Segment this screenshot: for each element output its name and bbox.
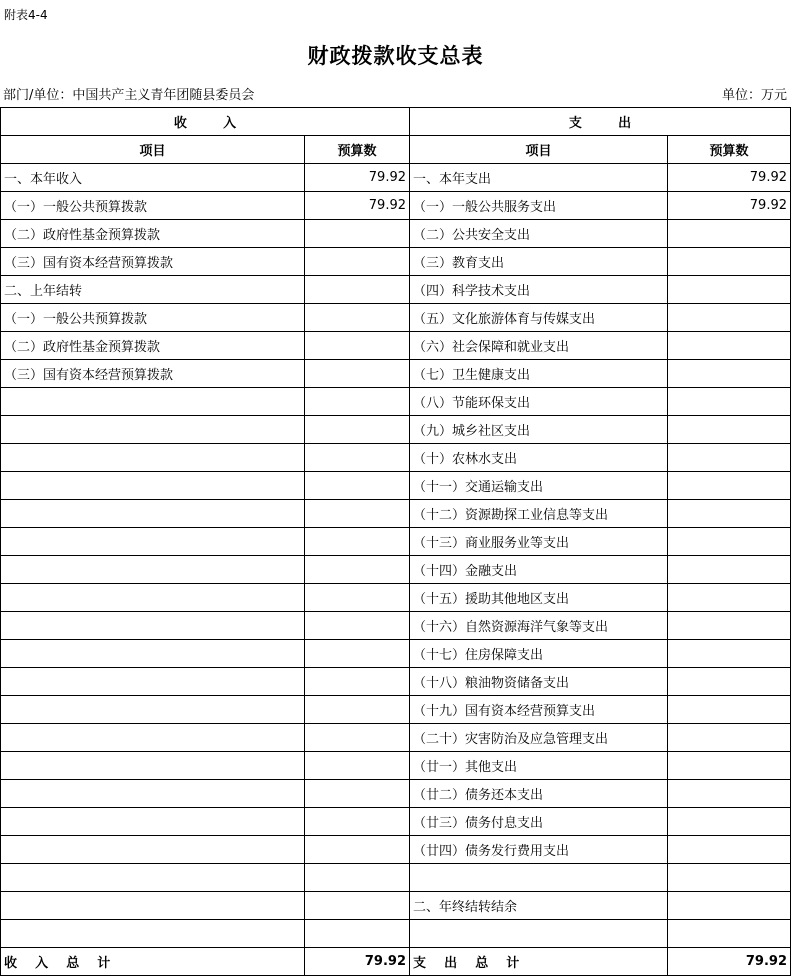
income-item-cell: [1, 556, 305, 584]
income-item-cell: （三）国有资本经营预算拨款: [1, 360, 305, 388]
table-row: [1, 472, 791, 500]
expense-item-cell: （十三）商业服务业等支出: [410, 528, 668, 556]
unit-label: 单位：万元: [721, 88, 787, 103]
expense-item-cell: （五）文化旅游体育与传媒支出: [410, 304, 668, 332]
table-row: [1, 500, 791, 528]
income-item-cell: （一）一般公共预算拨款: [1, 304, 305, 332]
income-item-cell: [1, 752, 305, 780]
expense-item-cell: 二、年终结转结余: [410, 892, 668, 920]
expense-item-cell: （十八）粮油物资储备支出: [410, 668, 668, 696]
expense-item-cell: （十七）住房保障支出: [410, 640, 668, 668]
table-row: [1, 724, 791, 752]
expense-item-cell: （廿四）债务发行费用支出: [410, 836, 668, 864]
income-item-cell: [1, 500, 305, 528]
table-row: [1, 640, 791, 668]
income-amount-cell: 79.92: [305, 192, 410, 220]
page-title: 财政拨款收支总表: [307, 44, 484, 68]
expense-item-cell: （四）科学技术支出: [410, 276, 668, 304]
income-item-cell: [1, 444, 305, 472]
income-amount-cell: [305, 612, 410, 640]
expense-item-cell: （三）教育支出: [410, 248, 668, 276]
income-amount-cell: [305, 528, 410, 556]
expense-amount-cell: [668, 696, 791, 724]
table-row: [1, 836, 791, 864]
table-row: [1, 164, 791, 192]
expense-item-cell: [410, 920, 668, 948]
income-amount-cell: [305, 248, 410, 276]
table-row: [1, 584, 791, 612]
expense-item-cell: （廿二）债务还本支出: [410, 780, 668, 808]
table-row: [1, 780, 791, 808]
expense-amount-cell: [668, 444, 791, 472]
income-amount-cell: [305, 892, 410, 920]
table-row: [1, 192, 791, 220]
income-item-cell: 一、本年收入: [1, 164, 305, 192]
expense-amount-header: 预算数: [668, 136, 791, 164]
expense-item-cell: （十一）交通运输支出: [410, 472, 668, 500]
income-item-cell: [1, 416, 305, 444]
income-amount-cell: 79.92: [305, 164, 410, 192]
income-item-cell: [1, 836, 305, 864]
expense-amount-cell: [668, 808, 791, 836]
expense-item-cell: [410, 864, 668, 892]
income-item-cell: [1, 864, 305, 892]
expense-item-cell: （十）农林水支出: [410, 444, 668, 472]
expense-item-cell: （九）城乡社区支出: [410, 416, 668, 444]
income-item-cell: [1, 528, 305, 556]
expense-amount-cell: [668, 248, 791, 276]
expense-item-cell: （廿一）其他支出: [410, 752, 668, 780]
expense-item-cell: （八）节能环保支出: [410, 388, 668, 416]
expense-amount-cell: [668, 612, 791, 640]
table-row: [1, 864, 791, 892]
expense-amount-cell: [668, 332, 791, 360]
expense-amount-cell: [668, 388, 791, 416]
income-amount-cell: [305, 332, 410, 360]
income-item-cell: [1, 472, 305, 500]
table-row: [1, 304, 791, 332]
expense-amount-cell: [668, 780, 791, 808]
income-amount-cell: [305, 780, 410, 808]
income-item-header: 项目: [1, 136, 305, 164]
expense-item-cell: （二十）灾害防治及应急管理支出: [410, 724, 668, 752]
income-item-cell: [1, 612, 305, 640]
income-section-header: 收 入: [1, 108, 410, 136]
budget-table: [0, 107, 791, 976]
expense-amount-cell: [668, 360, 791, 388]
expense-amount-cell: [668, 668, 791, 696]
expense-item-cell: （十二）资源勘探工业信息等支出: [410, 500, 668, 528]
table-row: [1, 360, 791, 388]
expense-amount-cell: [668, 920, 791, 948]
expense-amount-cell: [668, 500, 791, 528]
income-item-cell: [1, 724, 305, 752]
table-row: [1, 248, 791, 276]
expense-amount-cell: [668, 724, 791, 752]
expense-amount-cell: [668, 892, 791, 920]
income-item-cell: [1, 640, 305, 668]
income-item-cell: [1, 808, 305, 836]
expense-item-cell: （六）社会保障和就业支出: [410, 332, 668, 360]
table-row: [1, 444, 791, 472]
expense-amount-cell: [668, 304, 791, 332]
income-item-cell: [1, 892, 305, 920]
income-item-cell: [1, 668, 305, 696]
income-item-cell: [1, 920, 305, 948]
income-amount-cell: [305, 864, 410, 892]
income-amount-cell: [305, 584, 410, 612]
totals-row: [1, 948, 791, 976]
expense-amount-cell: [668, 640, 791, 668]
table-row: [1, 220, 791, 248]
income-amount-cell: [305, 696, 410, 724]
expense-item-cell: （七）卫生健康支出: [410, 360, 668, 388]
income-amount-cell: [305, 472, 410, 500]
income-amount-cell: [305, 752, 410, 780]
expense-amount-cell: [668, 752, 791, 780]
expense-amount-cell: [668, 472, 791, 500]
expense-amount-cell: [668, 556, 791, 584]
table-row: [1, 556, 791, 584]
expense-item-cell: （十九）国有资本经营预算支出: [410, 696, 668, 724]
expense-item-cell: （十六）自然资源海洋气象等支出: [410, 612, 668, 640]
income-amount-cell: [305, 640, 410, 668]
expense-item-header: 项目: [410, 136, 668, 164]
income-amount-cell: [305, 360, 410, 388]
expense-section-header: 支 出: [410, 108, 791, 136]
income-amount-cell: [305, 304, 410, 332]
table-row: [1, 612, 791, 640]
expense-item-cell: （廿三）债务付息支出: [410, 808, 668, 836]
table-row: [1, 892, 791, 920]
department-label: 部门/单位：中国共产主义青年团随县委员会: [3, 88, 255, 103]
income-item-cell: 二、上年结转: [1, 276, 305, 304]
table-row: [1, 752, 791, 780]
expense-amount-cell: [668, 528, 791, 556]
table-row: [1, 416, 791, 444]
income-amount-cell: [305, 724, 410, 752]
expense-item-cell: 一、本年支出: [410, 164, 668, 192]
income-amount-cell: [305, 500, 410, 528]
income-amount-cell: [305, 220, 410, 248]
expense-amount-cell: [668, 836, 791, 864]
income-amount-cell: [305, 836, 410, 864]
expense-amount-cell: [668, 416, 791, 444]
expense-total-amount: 79.92: [668, 948, 791, 976]
column-header-row: [1, 136, 791, 164]
income-amount-cell: [305, 668, 410, 696]
expense-amount-cell: [668, 864, 791, 892]
expense-item-cell: （十四）金融支出: [410, 556, 668, 584]
table-row: [1, 920, 791, 948]
expense-amount-cell: [668, 220, 791, 248]
income-item-cell: [1, 696, 305, 724]
income-amount-cell: [305, 416, 410, 444]
income-item-cell: （二）政府性基金预算拨款: [1, 332, 305, 360]
income-amount-header: 预算数: [305, 136, 410, 164]
income-amount-cell: [305, 276, 410, 304]
income-amount-cell: [305, 388, 410, 416]
income-item-cell: [1, 780, 305, 808]
income-total-label: 收 入 总 计: [1, 948, 305, 976]
expense-total-label: 支 出 总 计: [410, 948, 668, 976]
expense-amount-cell: 79.92: [668, 192, 791, 220]
income-amount-cell: [305, 920, 410, 948]
table-row: [1, 808, 791, 836]
table-row: [1, 668, 791, 696]
expense-item-cell: （十五）援助其他地区支出: [410, 584, 668, 612]
expense-amount-cell: 79.92: [668, 164, 791, 192]
annex-label: 附表4-4: [4, 8, 48, 22]
expense-amount-cell: [668, 276, 791, 304]
expense-item-cell: （二）公共安全支出: [410, 220, 668, 248]
income-item-cell: [1, 584, 305, 612]
table-row: [1, 332, 791, 360]
income-amount-cell: [305, 444, 410, 472]
income-amount-cell: [305, 808, 410, 836]
expense-amount-cell: [668, 584, 791, 612]
income-item-cell: （三）国有资本经营预算拨款: [1, 248, 305, 276]
income-item-cell: （二）政府性基金预算拨款: [1, 220, 305, 248]
income-item-cell: [1, 388, 305, 416]
section-header-row: [1, 108, 791, 136]
income-amount-cell: [305, 556, 410, 584]
table-row: [1, 276, 791, 304]
expense-item-cell: （一）一般公共服务支出: [410, 192, 668, 220]
income-total-amount: 79.92: [305, 948, 410, 976]
table-row: [1, 388, 791, 416]
table-row: [1, 696, 791, 724]
table-row: [1, 528, 791, 556]
income-item-cell: （一）一般公共预算拨款: [1, 192, 305, 220]
